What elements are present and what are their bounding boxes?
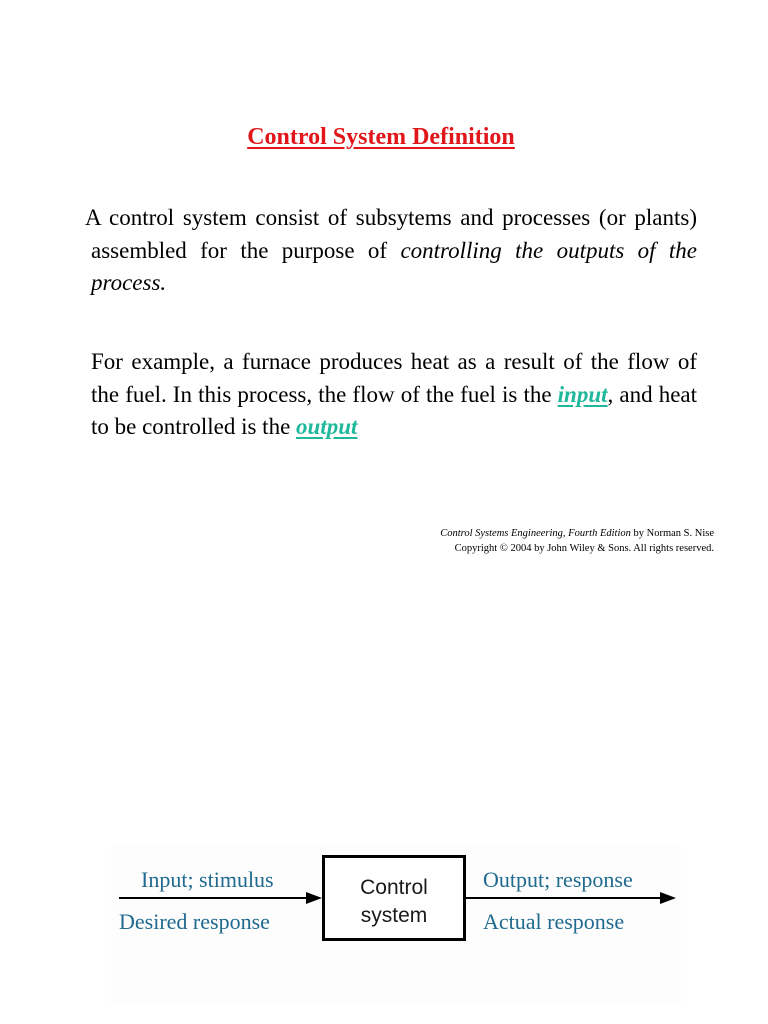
desired-response-label: Desired response: [119, 909, 270, 934]
citation-copyright: Copyright © 2004 by John Wiley & Sons. All rights reserved.: [454, 543, 714, 554]
citation-book-title: Control Systems Engineering, Fourth Edition: [440, 528, 631, 539]
definition-text: A control system consist of subsytems and processes (or plants) assembled for the purpose of: [85, 205, 697, 263]
output-keyword: output: [296, 414, 358, 439]
actual-response-label: Actual response: [483, 909, 625, 934]
example-text-1: For example, a furnace produces heat as a result of the flow of the fuel. In this process, the flow of the fuel is the: [91, 349, 697, 407]
definition-emphasis: controlling the outputs of the process.: [91, 237, 698, 295]
control-system-block: [322, 855, 466, 941]
block-label-line-1: Control: [360, 876, 428, 899]
definition-paragraph: [85, 202, 698, 300]
example-paragraph: [91, 346, 697, 444]
page-title: Control System Definition: [247, 124, 515, 150]
input-stimulus-label: Input; stimulus: [141, 867, 274, 892]
citation-author: by Norman S. Nise: [630, 528, 714, 539]
citation: [440, 526, 714, 556]
block-label-line-2: system: [360, 904, 428, 927]
input-keyword: input: [557, 381, 608, 407]
output-response-label: Output; response: [483, 867, 633, 892]
citation-line-1: [440, 526, 714, 541]
example-text-2: , and heat to be controlled is the: [91, 381, 697, 439]
